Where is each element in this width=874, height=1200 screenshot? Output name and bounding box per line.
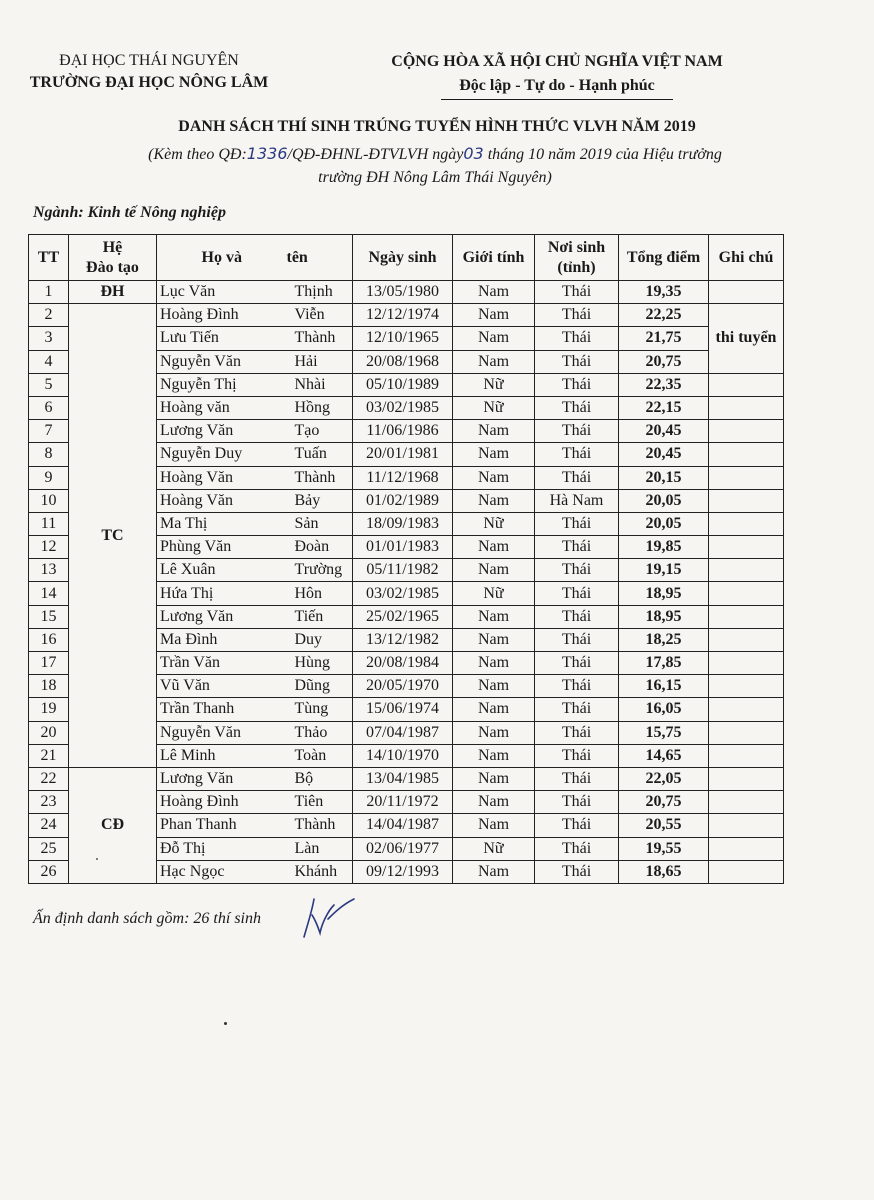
cell-score: 16,15 (619, 675, 709, 698)
cell-birthplace: Thái (535, 582, 619, 605)
cell-last-name: Ma Thị (157, 512, 287, 535)
cell-score: 18,95 (619, 582, 709, 605)
cell-birthplace: Thái (535, 559, 619, 582)
cell-score: 20,45 (619, 420, 709, 443)
cell-gender: Nam (453, 767, 535, 790)
cell-first-name: Toàn (287, 744, 353, 767)
cell-score: 20,15 (619, 466, 709, 489)
cell-note (709, 559, 784, 582)
cell-first-name: Tiên (287, 791, 353, 814)
cell-gender: Nam (453, 791, 535, 814)
cell-gender: Nữ (453, 373, 535, 396)
cell-dob: 05/10/1989 (353, 373, 453, 396)
cell-last-name: Lưu Tiến (157, 327, 287, 350)
cell-dob: 18/09/1983 (353, 512, 453, 535)
cell-note (709, 443, 784, 466)
cell-tt: 26 (29, 860, 69, 883)
cell-last-name: Hạc Ngọc (157, 860, 287, 883)
cell-last-name: Lương Văn (157, 605, 287, 628)
cell-last-name: Lê Xuân (157, 559, 287, 582)
cell-score: 22,25 (619, 304, 709, 327)
cell-dob: 11/12/1968 (353, 466, 453, 489)
cell-score: 20,75 (619, 350, 709, 373)
cell-dob: 01/01/1983 (353, 536, 453, 559)
cell-birthplace: Thái (535, 350, 619, 373)
col-header-birthplace (535, 235, 619, 281)
cell-note (709, 698, 784, 721)
cell-note (709, 721, 784, 744)
signature-mark (298, 893, 358, 943)
col-header-system-line2: Đào tạo (86, 258, 139, 276)
cell-first-name: Hồng (287, 396, 353, 419)
cell-gender: Nam (453, 281, 535, 304)
cell-birthplace: Thái (535, 698, 619, 721)
cell-system: ĐH (69, 281, 157, 304)
cell-note (709, 791, 784, 814)
table-row (29, 281, 784, 304)
cell-score: 18,95 (619, 605, 709, 628)
cell-note (709, 582, 784, 605)
cell-first-name: Bộ (287, 767, 353, 790)
cell-score: 20,55 (619, 814, 709, 837)
cell-dob: 12/12/1974 (353, 304, 453, 327)
col-header-dob: Ngày sinh (353, 235, 453, 281)
subtitle-part1: (Kèm theo QĐ: (148, 146, 247, 163)
cell-first-name: Tiến (287, 605, 353, 628)
republic-name: CỘNG HÒA XÃ HỘI CHỦ NGHĨA VIỆT NAM (391, 53, 723, 70)
cell-gender: Nam (453, 536, 535, 559)
cell-birthplace: Thái (535, 628, 619, 651)
cell-tt: 5 (29, 373, 69, 396)
cell-birthplace: Thái (535, 814, 619, 837)
cell-last-name: Lê Minh (157, 744, 287, 767)
candidate-table (28, 234, 784, 884)
cell-score: 20,75 (619, 791, 709, 814)
speck (224, 1022, 227, 1025)
cell-dob: 20/11/1972 (353, 791, 453, 814)
cell-first-name: Thành (287, 327, 353, 350)
cell-system: TC (69, 304, 157, 768)
cell-score: 20,45 (619, 443, 709, 466)
cell-first-name: Đoàn (287, 536, 353, 559)
cell-gender: Nam (453, 860, 535, 883)
cell-dob: 15/06/1974 (353, 698, 453, 721)
cell-first-name: Nhài (287, 373, 353, 396)
cell-tt: 7 (29, 420, 69, 443)
cell-tt: 11 (29, 512, 69, 535)
cell-birthplace: Thái (535, 791, 619, 814)
cell-tt: 13 (29, 559, 69, 582)
cell-last-name: Trần Thanh (157, 698, 287, 721)
cell-gender: Nam (453, 466, 535, 489)
cell-first-name: Thảo (287, 721, 353, 744)
cell-tt: 17 (29, 652, 69, 675)
cell-first-name: Thịnh (287, 281, 353, 304)
cell-score: 14,65 (619, 744, 709, 767)
col-header-score: Tổng điểm (619, 235, 709, 281)
cell-tt: 16 (29, 628, 69, 651)
cell-birthplace: Thái (535, 466, 619, 489)
cell-birthplace: Thái (535, 281, 619, 304)
cell-birthplace: Hà Nam (535, 489, 619, 512)
subtitle-part2: /QĐ-ĐHNL-ĐTVLVH ngày (287, 146, 464, 163)
cell-dob: 20/08/1984 (353, 652, 453, 675)
cell-tt: 6 (29, 396, 69, 419)
cell-birthplace: Thái (535, 304, 619, 327)
cell-note (709, 675, 784, 698)
cell-first-name: Hải (287, 350, 353, 373)
cell-dob: 13/12/1982 (353, 628, 453, 651)
cell-tt: 20 (29, 721, 69, 744)
cell-tt: 3 (29, 327, 69, 350)
table-body (29, 281, 784, 884)
cell-tt: 9 (29, 466, 69, 489)
cell-last-name: Hứa Thị (157, 582, 287, 605)
cell-note (709, 420, 784, 443)
cell-dob: 13/04/1985 (353, 767, 453, 790)
cell-tt: 10 (29, 489, 69, 512)
cell-last-name: Lương Văn (157, 420, 287, 443)
cell-tt: 1 (29, 281, 69, 304)
col-header-tt: TT (29, 235, 69, 281)
cell-gender: Nam (453, 489, 535, 512)
cell-last-name: Nguyễn Văn (157, 350, 287, 373)
cell-note (709, 536, 784, 559)
cell-tt: 24 (29, 814, 69, 837)
cell-gender: Nữ (453, 396, 535, 419)
cell-tt: 22 (29, 767, 69, 790)
cell-first-name: Sản (287, 512, 353, 535)
cell-first-name: Hôn (287, 582, 353, 605)
col-header-gender: Giới tính (453, 235, 535, 281)
cell-last-name: Phùng Văn (157, 536, 287, 559)
cell-tt: 14 (29, 582, 69, 605)
cell-gender: Nam (453, 675, 535, 698)
cell-note (709, 489, 784, 512)
cell-last-name: Trần Văn (157, 652, 287, 675)
cell-score: 19,35 (619, 281, 709, 304)
cell-birthplace: Thái (535, 837, 619, 860)
cell-gender: Nam (453, 744, 535, 767)
cell-last-name: Ma Đình (157, 628, 287, 651)
cell-tt: 15 (29, 605, 69, 628)
cell-note (709, 652, 784, 675)
cell-tt: 4 (29, 350, 69, 373)
cell-gender: Nữ (453, 837, 535, 860)
cell-dob: 13/05/1980 (353, 281, 453, 304)
cell-score: 20,05 (619, 512, 709, 535)
cell-note (709, 814, 784, 837)
cell-dob: 03/02/1985 (353, 396, 453, 419)
cell-dob: 12/10/1965 (353, 327, 453, 350)
cell-first-name: Thành (287, 466, 353, 489)
national-motto: Độc lập - Tự do - Hạnh phúc (441, 74, 673, 100)
cell-note (709, 466, 784, 489)
cell-score: 19,15 (619, 559, 709, 582)
cell-dob: 14/04/1987 (353, 814, 453, 837)
cell-birthplace: Thái (535, 721, 619, 744)
cell-tt: 2 (29, 304, 69, 327)
cell-gender: Nam (453, 721, 535, 744)
cell-last-name: Đỗ Thị (157, 837, 287, 860)
cell-score: 19,85 (619, 536, 709, 559)
cell-gender: Nam (453, 698, 535, 721)
cell-score: 17,85 (619, 652, 709, 675)
cell-score: 18,65 (619, 860, 709, 883)
school-name: TRƯỜNG ĐẠI HỌC NÔNG LÂM (29, 74, 269, 91)
cell-birthplace: Thái (535, 536, 619, 559)
cell-dob: 05/11/1982 (353, 559, 453, 582)
cell-note (709, 860, 784, 883)
cell-dob: 20/08/1968 (353, 350, 453, 373)
cell-first-name: Tạo (287, 420, 353, 443)
major-label: Ngành: Kinh tế Nông nghiệp (33, 204, 226, 221)
cell-birthplace: Thái (535, 767, 619, 790)
cell-dob: 01/02/1989 (353, 489, 453, 512)
cell-birthplace: Thái (535, 860, 619, 883)
col-header-system-line1: Hệ (102, 238, 123, 256)
subtitle-line2: trường ĐH Nông Lâm Thái Nguyên) (318, 169, 552, 186)
cell-birthplace: Thái (535, 420, 619, 443)
cell-first-name: Khánh (287, 860, 353, 883)
document-subtitle (60, 142, 810, 189)
cell-gender: Nữ (453, 582, 535, 605)
cell-note (709, 396, 784, 419)
cell-gender: Nam (453, 304, 535, 327)
cell-last-name: Hoàng Văn (157, 466, 287, 489)
cell-first-name: Thành (287, 814, 353, 837)
cell-last-name: Vũ Văn (157, 675, 287, 698)
cell-first-name: Dũng (287, 675, 353, 698)
cell-last-name: Nguyễn Văn (157, 721, 287, 744)
cell-dob: 11/06/1986 (353, 420, 453, 443)
cell-dob: 09/12/1993 (353, 860, 453, 883)
cell-gender: Nam (453, 814, 535, 837)
table-header-row (29, 235, 784, 281)
cell-last-name: Hoàng Đình (157, 791, 287, 814)
cell-last-name: Hoàng Đình (157, 304, 287, 327)
cell-tt: 23 (29, 791, 69, 814)
cell-first-name: Bảy (287, 489, 353, 512)
cell-first-name: Duy (287, 628, 353, 651)
decision-day: 03 (463, 144, 484, 163)
cell-first-name: Tùng (287, 698, 353, 721)
cell-birthplace: Thái (535, 327, 619, 350)
table-row (29, 304, 784, 327)
cell-first-name: Viễn (287, 304, 353, 327)
cell-first-name: Trường (287, 559, 353, 582)
cell-dob: 25/02/1965 (353, 605, 453, 628)
cell-dob: 07/04/1987 (353, 721, 453, 744)
col-header-system (69, 235, 157, 281)
cell-tt: 8 (29, 443, 69, 466)
cell-last-name: Lục Văn (157, 281, 287, 304)
col-header-last-name: Họ và (157, 235, 287, 281)
cell-tt: 12 (29, 536, 69, 559)
cell-note (709, 605, 784, 628)
table-row (29, 767, 784, 790)
cell-note (709, 281, 784, 304)
cell-tt: 18 (29, 675, 69, 698)
speck (96, 858, 98, 860)
cell-gender: Nam (453, 443, 535, 466)
cell-first-name: Tuấn (287, 443, 353, 466)
cell-gender: Nam (453, 327, 535, 350)
cell-birthplace: Thái (535, 373, 619, 396)
cell-score: 20,05 (619, 489, 709, 512)
cell-note (709, 373, 784, 396)
cell-tt: 25 (29, 837, 69, 860)
cell-last-name: Hoàng văn (157, 396, 287, 419)
cell-system: CĐ (69, 767, 157, 883)
cell-last-name: Nguyễn Duy (157, 443, 287, 466)
cell-gender: Nam (453, 350, 535, 373)
cell-note (709, 767, 784, 790)
cell-score: 22,15 (619, 396, 709, 419)
cell-note (709, 628, 784, 651)
cell-last-name: Lương Văn (157, 767, 287, 790)
cell-score: 22,35 (619, 373, 709, 396)
university-name: ĐẠI HỌC THÁI NGUYÊN (59, 52, 239, 69)
document-title: DANH SÁCH THÍ SINH TRÚNG TUYỂN HÌNH THỨC VLVH NĂM 2019 (178, 118, 696, 135)
cell-tt: 19 (29, 698, 69, 721)
cell-last-name: Nguyễn Thị (157, 373, 287, 396)
subtitle-part3: tháng 10 năm 2019 của Hiệu trưởng (483, 146, 722, 163)
cell-birthplace: Thái (535, 744, 619, 767)
col-header-birthplace-line1: Nơi sinh (547, 238, 606, 256)
cell-gender: Nam (453, 420, 535, 443)
cell-birthplace: Thái (535, 396, 619, 419)
col-header-first-name: tên (287, 235, 353, 281)
cell-dob: 14/10/1970 (353, 744, 453, 767)
cell-gender: Nữ (453, 512, 535, 535)
decision-number: 1336 (246, 144, 288, 163)
header-left (24, 50, 274, 94)
cell-note (709, 744, 784, 767)
cell-birthplace: Thái (535, 675, 619, 698)
cell-note (709, 837, 784, 860)
cell-first-name: Làn (287, 837, 353, 860)
cell-dob: 02/06/1977 (353, 837, 453, 860)
col-header-note: Ghi chú (709, 235, 784, 281)
cell-first-name: Hùng (287, 652, 353, 675)
cell-birthplace: Thái (535, 652, 619, 675)
cell-gender: Nam (453, 628, 535, 651)
cell-gender: Nam (453, 652, 535, 675)
cell-note (709, 512, 784, 535)
cell-tt: 21 (29, 744, 69, 767)
cell-score: 16,05 (619, 698, 709, 721)
cell-last-name: Hoàng Văn (157, 489, 287, 512)
cell-score: 18,25 (619, 628, 709, 651)
cell-birthplace: Thái (535, 443, 619, 466)
header-right (362, 50, 752, 100)
cell-dob: 03/02/1985 (353, 582, 453, 605)
footer-summary: Ấn định danh sách gồm: 26 thí sinh (33, 910, 261, 927)
cell-dob: 20/01/1981 (353, 443, 453, 466)
cell-score: 21,75 (619, 327, 709, 350)
cell-birthplace: Thái (535, 512, 619, 535)
cell-gender: Nam (453, 559, 535, 582)
cell-dob: 20/05/1970 (353, 675, 453, 698)
cell-gender: Nam (453, 605, 535, 628)
cell-note: thi tuyển (709, 304, 784, 374)
cell-score: 15,75 (619, 721, 709, 744)
cell-last-name: Phan Thanh (157, 814, 287, 837)
cell-birthplace: Thái (535, 605, 619, 628)
cell-score: 19,55 (619, 837, 709, 860)
cell-score: 22,05 (619, 767, 709, 790)
col-header-birthplace-line2: (tỉnh) (557, 258, 596, 276)
